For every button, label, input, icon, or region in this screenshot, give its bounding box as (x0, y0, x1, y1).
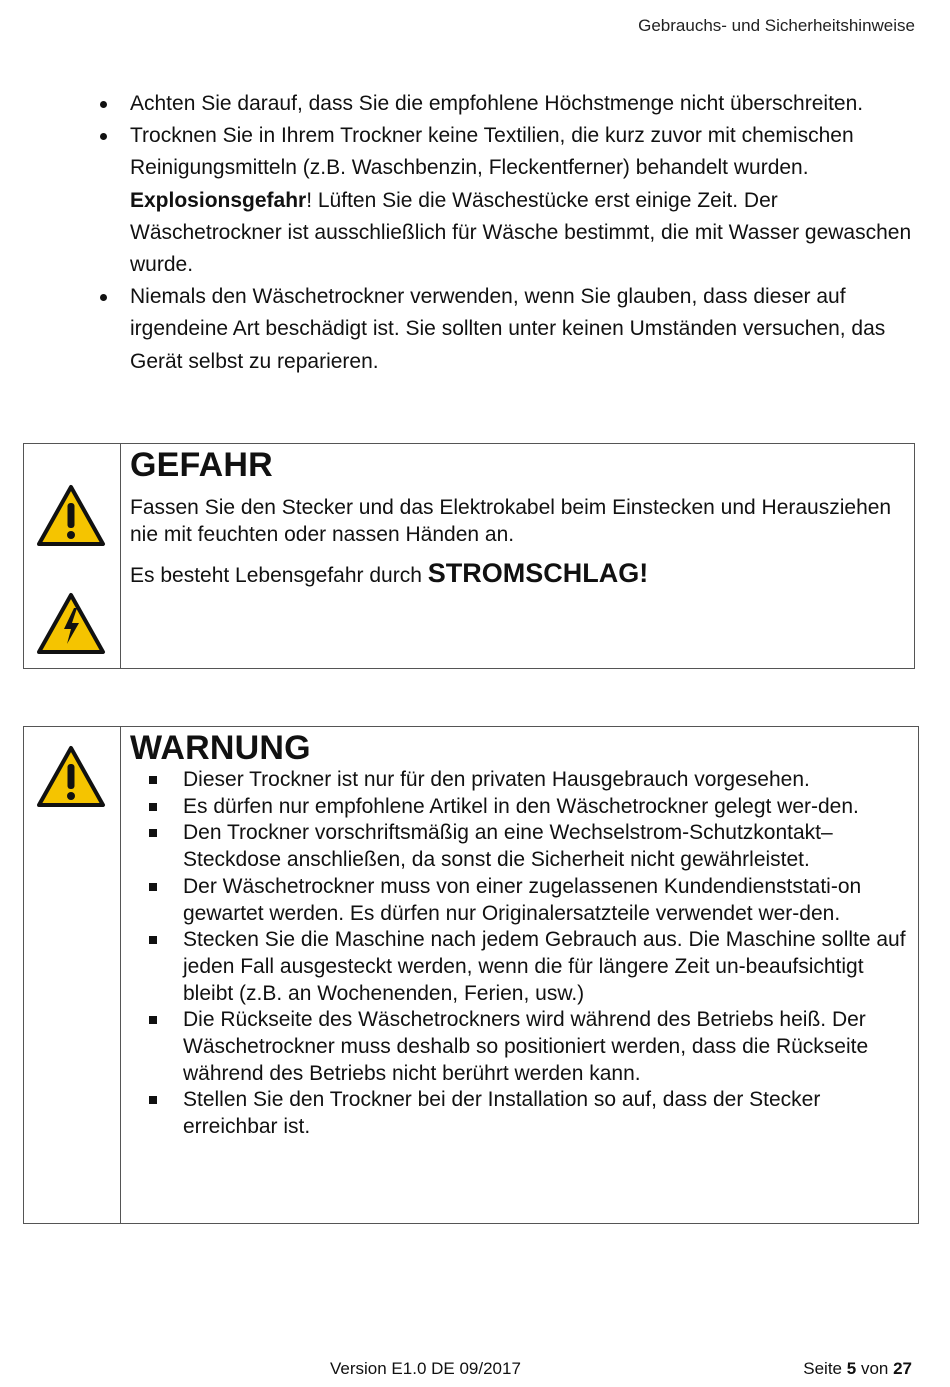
warning-list (130, 767, 918, 1141)
list-item (98, 281, 928, 378)
list-item: Der Wäschetrockner muss von einer zugelassenen Kundendienststati-on gewartet werden. Es dürfen nur Originalersatzteile verwendet wer-den. (130, 874, 918, 927)
warning-triangle-icon (36, 484, 106, 548)
footer-version: Version E1.0 DE 09/2017 (330, 1359, 521, 1378)
danger-text: Fassen Sie den Stecker und das Elektrokabel beim Einstecken und Herausziehen nie mit feuchten oder nassen Händen an. (130, 496, 892, 546)
danger-icon-column (24, 444, 121, 668)
safety-bullet-list (98, 88, 928, 378)
list-item: Stecken Sie die Maschine nach jedem Gebrauch aus. Die Maschine sollte auf jeden Fall ausgesteckt werden, wenn die für längere Zeit un-beaufsichtigt bleibt (z.B. an Wochenenden, Ferien, usw.) (130, 927, 918, 1007)
list-item (98, 120, 928, 281)
bullet-text: Trocknen Sie in Ihrem Trockner keine Textilien, die kurz zuvor mit chemischen Reinigungsmitteln (z.B. Waschbenzin, Fleckentferner) behandelt wurden. (130, 124, 854, 180)
electric-shock-icon (36, 592, 106, 656)
footer-page-number (803, 1359, 912, 1379)
list-item: Den Trockner vorschriftsmäßig an eine Wechselstrom-Schutzkontakt–Steckdose anschließen, da sonst die Sicherheit nicht gewährleistet. (130, 820, 918, 873)
danger-content (121, 444, 914, 668)
danger-shock-text (130, 560, 914, 589)
page-header: Gebrauchs- und Sicherheitshinweise (638, 16, 915, 35)
danger-shock-prefix: Es besteht Lebensgefahr durch (130, 564, 428, 587)
list-item (98, 88, 928, 120)
warning-box (23, 726, 919, 1224)
bullet-bold-text: Explosionsgefahr (130, 188, 307, 212)
page-total: 27 (893, 1359, 912, 1378)
warning-title: WARNUNG (130, 729, 311, 767)
bullet-text: Achten Sie darauf, dass Sie die empfohlene Höchstmenge nicht überschreiten. (130, 92, 864, 115)
list-item: Es dürfen nur empfohlene Artikel in den Wäschetrockner gelegt wer-den. (130, 794, 918, 821)
list-item: Stellen Sie den Trockner bei der Installation so auf, dass der Stecker erreichbar ist. (130, 1087, 918, 1140)
list-item: Dieser Trockner ist nur für den privaten Hausgebrauch vorgesehen. (130, 767, 918, 794)
bullet-text: Niemals den Wäschetrockner verwenden, wenn Sie glauben, dass dieser auf irgendeine Art beschädigt ist. Sie sollten unter keinen Umständen versuchen, das Gerät selbst zu reparieren. (130, 285, 886, 373)
danger-box (23, 443, 915, 669)
page-mid: von (856, 1359, 894, 1378)
danger-title: GEFAHR (130, 446, 273, 484)
list-item: Die Rückseite des Wäschetrockners wird während des Betriebs heiß. Der Wäschetrockner muss deshalb so positioniert werden, dass die Rückseite während des Betriebs nicht berührt werden kann. (130, 1007, 918, 1087)
warning-content (121, 727, 918, 1223)
bullet-text: ! Lüften Sie die Wäschestücke erst einige Zeit. Der Wäschetrockner ist ausschließlich für Wäsche bestimmt, die mit Wasser gewaschen wurde. (130, 188, 912, 277)
page-current: 5 (846, 1359, 857, 1378)
warning-triangle-icon (36, 745, 106, 809)
page-prefix: Seite (803, 1359, 847, 1378)
danger-shock-emphasis: STROMSCHLAG! (427, 558, 649, 588)
warning-icon-column (24, 727, 121, 1223)
